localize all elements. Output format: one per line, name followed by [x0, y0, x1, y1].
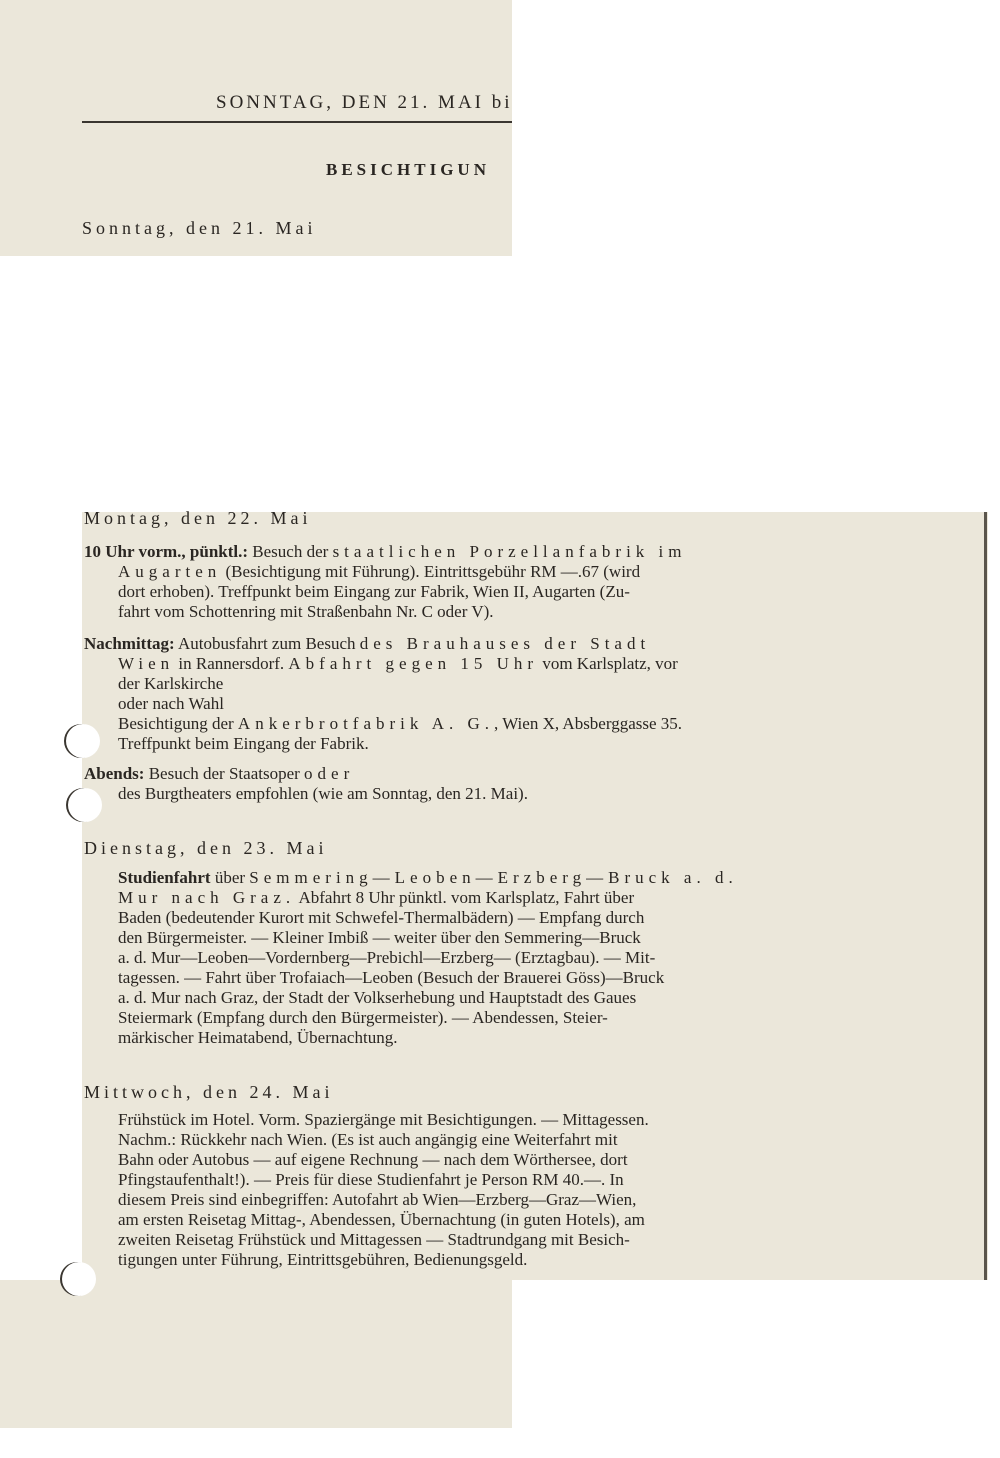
- entry-text: des Burgtheaters empfohlen (wie am Sonntag, den 21. Mai).: [118, 784, 528, 803]
- entry-text: a. d. Mur—Leoben—Vordernberg—Prebichl—Erzberg— (Erztagbau). — Mit-: [118, 948, 656, 967]
- entry-text: Baden (bedeutender Kurort mit Schwefel-Thermalbädern) — Empfang durch: [118, 908, 645, 927]
- entry-label: Nachmittag:: [84, 634, 175, 653]
- sunday-heading: Sonntag, den 21. Mai: [82, 218, 317, 238]
- entry-text: Besuch der: [248, 542, 333, 561]
- entry-text: fahrt vom Schottenring mit Straßenbahn Nr. C oder V).: [118, 602, 494, 621]
- entry-text: Mur nach Graz.: [118, 888, 296, 907]
- entry-text: , Wien X, Absberggasse 35.: [494, 714, 683, 733]
- punch-hole: [68, 788, 102, 822]
- entry-text: in Rannersdorf.: [174, 654, 289, 673]
- tuesday-heading: Dienstag, den 23. Mai: [84, 838, 328, 858]
- entry-text: tigungen unter Führung, Eintrittsgebühren, Bedienungsgeld.: [118, 1250, 528, 1269]
- page-fragment-bottom: [0, 1280, 512, 1428]
- monday-morning-entry: [84, 542, 687, 622]
- entry-label: 10 Uhr vorm., pünktl.:: [84, 542, 249, 561]
- entry-text: zweiten Reisetag Frühstück und Mittagessen — Stadtrundgang mit Besich-: [118, 1230, 630, 1249]
- entry-text: Besichtigung der: [118, 714, 238, 733]
- entry-text: vom Karlsplatz, vor: [538, 654, 678, 673]
- entry-text: der Karlskirche: [118, 674, 224, 693]
- entry-text: märkischer Heimatabend, Übernachtung.: [118, 1028, 398, 1047]
- entry-text: Besuch der Staatsoper: [144, 764, 305, 783]
- entry-text: am ersten Reisetag Mittag-, Abendessen, Übernachtung (in guten Hotels), am: [118, 1210, 645, 1229]
- entry-text: den Bürgermeister. — Kleiner Imbiß — weiter über den Semmering—Bruck: [118, 928, 641, 947]
- entry-text: oder: [304, 764, 355, 783]
- entry-label: Studienfahrt: [118, 868, 211, 887]
- entry-text: diesem Preis sind einbegriffen: Autofahrt ab Wien—Erzberg—Graz—Wien,: [118, 1190, 637, 1209]
- entry-text: (Besichtigung mit Führung). Eintrittsgebühr RM —.67 (wird: [221, 562, 641, 581]
- tuesday-entry: [84, 868, 738, 1048]
- header-rule: [82, 121, 512, 123]
- entry-text: Treffpunkt beim Eingang der Fabrik.: [118, 734, 369, 753]
- entry-text: Pfingstaufenthalt!). — Preis für diese Studienfahrt je Person RM 40.—. In: [118, 1170, 624, 1189]
- entry-text: Augarten: [118, 562, 222, 581]
- entry-text: staatlichen Porzellanfabrik im: [332, 542, 687, 561]
- entry-label: Abends:: [84, 764, 145, 783]
- wednesday-heading: Mittwoch, den 24. Mai: [84, 1082, 334, 1102]
- entry-text: Frühstück im Hotel. Vorm. Spaziergänge mit Besichtigungen. — Mittagessen.: [118, 1110, 649, 1129]
- monday-heading: Montag, den 22. Mai: [84, 508, 312, 528]
- entry-text: Abfahrt 8 Uhr pünktl. vom Karlsplatz, Fahrt über: [295, 888, 635, 907]
- entry-text: Bahn oder Autobus — auf eigene Rechnung — nach dem Wörthersee, dort: [118, 1150, 628, 1169]
- punch-hole: [66, 724, 100, 758]
- entry-text: oder nach Wahl: [118, 694, 224, 713]
- page-header: SONNTAG, DEN 21. MAI bi: [216, 92, 513, 113]
- monday-evening-entry: [84, 764, 528, 804]
- page-title: BESICHTIGUN: [326, 160, 490, 179]
- entry-text: Semmering—Leoben—Erzberg—Bruck a. d.: [249, 868, 738, 887]
- entry-text: tagessen. — Fahrt über Trofaiach—Leoben (Besuch der Brauerei Göss)—Bruck: [118, 968, 665, 987]
- entry-text: Wien: [118, 654, 175, 673]
- punch-hole: [62, 1262, 96, 1296]
- entry-text: Ankerbrotfabrik A. G.: [237, 714, 494, 733]
- entry-text: Abfahrt gegen 15 Uhr: [288, 654, 539, 673]
- entry-text: über: [210, 868, 250, 887]
- entry-text: des Brauhauses der Stadt: [359, 634, 651, 653]
- entry-text: Autobusfahrt zum Besuch: [174, 634, 360, 653]
- monday-afternoon-entry: [84, 634, 682, 754]
- entry-text: dort erhoben). Treffpunkt beim Eingang zur Fabrik, Wien II, Augarten (Zu-: [118, 582, 630, 601]
- wednesday-entry: [84, 1110, 649, 1270]
- entry-text: Nachm.: Rückkehr nach Wien. (Es ist auch angängig eine Weiterfahrt mit: [118, 1130, 618, 1149]
- entry-text: Steiermark (Empfang durch den Bürgermeister). — Abendessen, Steier-: [118, 1008, 608, 1027]
- page-edge: [984, 512, 987, 1280]
- entry-text: a. d. Mur nach Graz, der Stadt der Volkserhebung und Hauptstadt des Gaues: [118, 988, 637, 1007]
